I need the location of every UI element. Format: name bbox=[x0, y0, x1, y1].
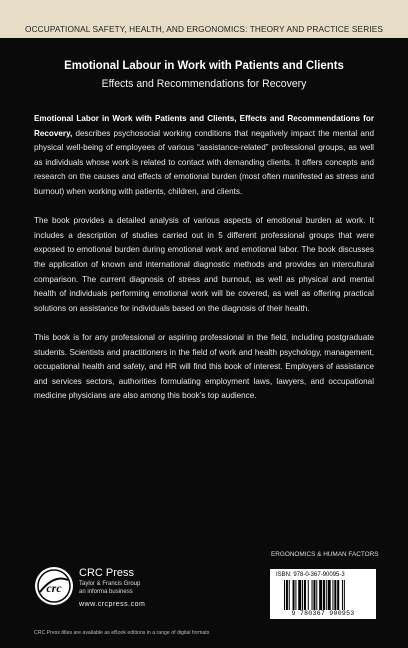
series-band bbox=[0, 0, 408, 38]
crc-logo-icon bbox=[34, 566, 74, 606]
blurb-paragraph-3: This book is for any professional or aspiring professional in the field, including postgraduate students. Scientists and practitioners in the field of work and health psychology, management, occupational health and safety, and HR will find this book of interest. Employers of assistance and services sectors, authorities formulating employment laws, lawyers, and occupational medicine physicians are also among this book’s top audience. bbox=[34, 332, 374, 401]
blurb bbox=[34, 112, 374, 418]
blurb-bold-title: Emotional Labor in Work with Patients and Clients, Effects and Recommendations for Recovery, bbox=[34, 114, 374, 138]
publisher-group: Taylor & Francis Group bbox=[79, 581, 141, 587]
publisher-url[interactable]: www.crcpress.com bbox=[79, 601, 146, 608]
barcode-number: 9 780367 900953 bbox=[291, 610, 355, 617]
blurb-paragraph-1-text: describes psychosocial working conditions that negatively impact the mental and physical well-being of employees of various “assistance-related” professional groups, as well as individuals whose work is related to contact with demanding clients. It offers concepts and research on the causes and effects of emotional burden (most often manifested as stress and burnout) when working with patients, children, and clients. bbox=[34, 128, 374, 196]
isbn-label: ISBN: 978-0-367-90095-3 bbox=[276, 572, 345, 578]
series-label: OCCUPATIONAL SAFETY, HEALTH, AND ERGONOMICS: THEORY AND PRACTICE SERIES bbox=[25, 24, 383, 34]
ebook-note: CRC Press titles are available as eBook editions in a range of digital formats bbox=[34, 630, 210, 636]
book-title: Emotional Labour in Work with Patients and Clients bbox=[64, 58, 344, 72]
blurb-paragraph-1 bbox=[34, 112, 374, 200]
publisher-name: CRC Press bbox=[79, 567, 135, 579]
publisher-informa: an informa business bbox=[79, 589, 133, 595]
category-label: ERGONOMICS & HUMAN FACTORS bbox=[271, 551, 379, 558]
barcode-icon bbox=[284, 580, 372, 610]
barcode-box bbox=[270, 569, 376, 619]
book-subtitle: Effects and Recommendations for Recovery bbox=[101, 78, 307, 90]
svg-text:crc: crc bbox=[46, 581, 62, 595]
blurb-paragraph-2: The book provides a detailed analysis of various aspects of emotional burden at work. It includes a description of studies carried out in 5 different professional groups that were exposed to emotional burden during emotional work and emotional labor. The book discusses the application of known and international diagnostic methods and provides an intercultural comparison. The current diagnosis of stress and burnout, as well as physical and mental health of individuals performing emotional work will be covered, as well as offering practical solutions on assistance for individuals based on the diagnosis of their health. bbox=[34, 216, 374, 313]
